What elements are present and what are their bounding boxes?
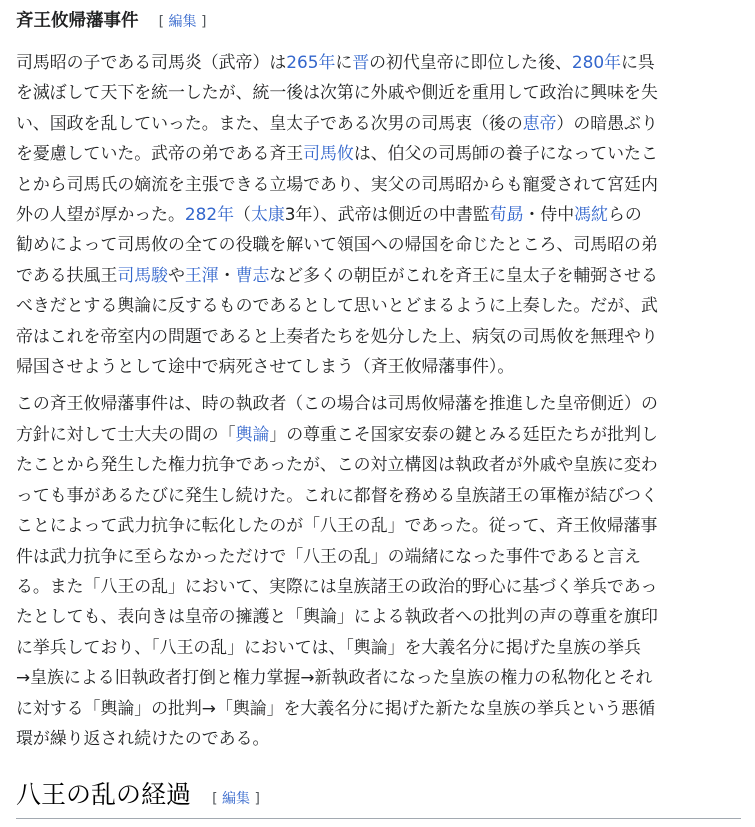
text-run: 」の尊重こそ国家安泰の鍵とみる廷臣たちが批判し — [269, 423, 658, 444]
article-content — [16, 0, 741, 753]
paragraph-line — [16, 388, 741, 418]
text-run: る。また「八王の乱」において、実際には皇族諸王の政治的野心に基づく挙兵であっ — [16, 575, 658, 596]
paragraph-line — [16, 260, 741, 290]
wiki-link[interactable]: 司馬攸 — [303, 143, 354, 164]
wiki-link[interactable]: 馮紞 — [574, 204, 608, 225]
wiki-link[interactable]: 司馬駿 — [117, 264, 169, 285]
paragraph-line — [16, 199, 741, 229]
wiki-link[interactable]: 280年 — [571, 52, 621, 72]
edit-section-link[interactable]: 編集 — [168, 14, 197, 30]
paragraph-line — [16, 47, 741, 77]
text-run: 帝はこれを帝室内の問題であると上奏者たちを処分した上、病気の司馬攸を無理やり — [16, 325, 658, 346]
text-run: 方針に対して士大夫の間の「 — [16, 423, 236, 444]
text-run: に対する「輿論」の批判→「輿論」を大義名分に掲げた新たな皇族の挙兵という悪循 — [16, 697, 656, 718]
text-run: ）の暗愚ぶり — [556, 112, 658, 133]
text-run: っても事があるたびに発生し続けた。これに都督を務める皇族諸王の軍権が結びつく — [16, 484, 658, 505]
paragraph-background — [16, 47, 741, 381]
text-run: に呉 — [621, 52, 655, 72]
paragraph-line — [16, 632, 741, 662]
edit-section-link-group — [212, 791, 260, 807]
paragraph-line — [16, 723, 741, 753]
paragraph-line — [16, 601, 741, 631]
edit-section-link-group — [159, 14, 207, 30]
paragraph-line — [16, 138, 741, 168]
paragraph-line — [16, 510, 741, 540]
text-run: ・ — [218, 264, 236, 285]
wiki-link[interactable]: 荀勗 — [489, 204, 524, 225]
paragraph-line — [16, 290, 741, 320]
section-heading-hachiou-keika — [16, 776, 741, 819]
text-run: →皇族による旧執政者打倒と権力掌握→新執政者になった皇族の権力の私物化とそれ — [16, 667, 653, 688]
paragraph-line — [16, 351, 741, 381]
text-run: たとしても、表向きは皇帝の擁護と「輿論」による執政者への批判の声の尊重を旗印 — [16, 606, 658, 627]
text-run: （ — [234, 204, 251, 225]
wiki-link[interactable]: 太康 — [250, 204, 285, 225]
edit-bracket-close: ] — [254, 791, 260, 807]
paragraph-line — [16, 169, 741, 199]
wiki-link[interactable]: 恵帝 — [522, 112, 557, 133]
text-run: とから司馬氏の嫡流を主張できる立場であり、実父の司馬昭からも寵愛されて宮廷内 — [16, 173, 658, 194]
wiki-link[interactable]: 282年 — [184, 204, 235, 225]
wiki-link[interactable]: 晋 — [352, 52, 370, 72]
text-run: 司馬昭の子である司馬炎（武帝）は — [16, 52, 287, 72]
paragraph-line — [16, 321, 741, 351]
text-run: は、伯父の司馬師の養子になっていたこ — [353, 143, 658, 164]
text-run: 帰国させようとして途中で病死させてしまう（斉王攸帰藩事件）。 — [16, 356, 515, 377]
section-heading-saio-kihan — [16, 0, 741, 34]
text-run: べきだとする輿論に反するものであるとして思いとどまるように上奏した。だが、武 — [16, 295, 658, 316]
text-run: らの — [607, 204, 642, 225]
paragraph-line — [16, 229, 741, 259]
text-run: に挙兵しており、「八王の乱」においては、「輿論」を大義名分に掲げた皇族の挙兵 — [16, 636, 641, 657]
text-run: ことによって武力抗争に転化したのが「八王の乱」であった。従って、斉王攸帰藩事 — [16, 515, 658, 536]
paragraph-line — [16, 693, 741, 723]
paragraph-line — [16, 541, 741, 571]
paragraph-line — [16, 419, 741, 449]
edit-bracket-open: [ — [212, 791, 218, 807]
text-run: や — [168, 264, 185, 285]
wiki-link[interactable]: 王渾 — [184, 264, 219, 285]
text-run: ・侍中 — [523, 204, 575, 225]
wiki-link[interactable]: 265年 — [286, 52, 336, 72]
edit-bracket-close: ] — [200, 14, 207, 30]
text-run: 件は武力抗争に至らなかっただけで「八王の乱」の端緒になった事件であると言え — [16, 545, 641, 566]
text-run: を憂慮していた。武帝の弟である斉王 — [16, 143, 304, 164]
edit-section-link[interactable]: 編集 — [222, 791, 251, 807]
paragraph-line — [16, 77, 741, 107]
text-run: 勧めによって司馬攸の全ての役職を解いて領国への帰国を命じたところ、司馬昭の弟 — [16, 234, 658, 255]
text-run: の初代皇帝に即位した後、 — [369, 52, 572, 72]
edit-bracket-open: [ — [158, 14, 165, 30]
wiki-link[interactable]: 輿論 — [235, 423, 270, 444]
paragraph-line — [16, 480, 741, 510]
paragraph-analysis — [16, 388, 741, 753]
text-run: この斉王攸帰藩事件は、時の執政者（この場合は司馬攸帰藩を推進した皇帝側近）の — [16, 393, 658, 414]
wiki-link[interactable]: 曹志 — [235, 264, 270, 285]
section-title: 斉王攸帰藩事件 — [16, 11, 139, 31]
text-run: など多くの朝臣がこれを斉王に皇太子を輔弼させる — [269, 264, 658, 285]
text-run: に — [335, 52, 353, 72]
text-run: を滅ぼして天下を統一したが、統一後は次第に外戚や側近を重用して政治に興味を失 — [16, 82, 658, 103]
paragraph-line — [16, 571, 741, 601]
text-run: 3年）、武帝は側近の中書監 — [284, 204, 490, 225]
paragraph-line — [16, 108, 741, 138]
paragraph-line — [16, 662, 741, 692]
text-run: 環が繰り返され続けたのである。 — [16, 727, 270, 748]
text-run: い、国政を乱していった。また、皇太子である次男の司馬衷（後の — [16, 112, 523, 133]
section-title: 八王の乱の経過 — [16, 780, 192, 809]
text-run: 外の人望が厚かった。 — [16, 204, 185, 225]
paragraph-line — [16, 449, 741, 479]
text-run: たことから発生した権力抗争であったが、この対立構図は執政者が外戚や皇族に変わ — [16, 454, 658, 475]
text-run: である扶風王 — [16, 264, 118, 285]
